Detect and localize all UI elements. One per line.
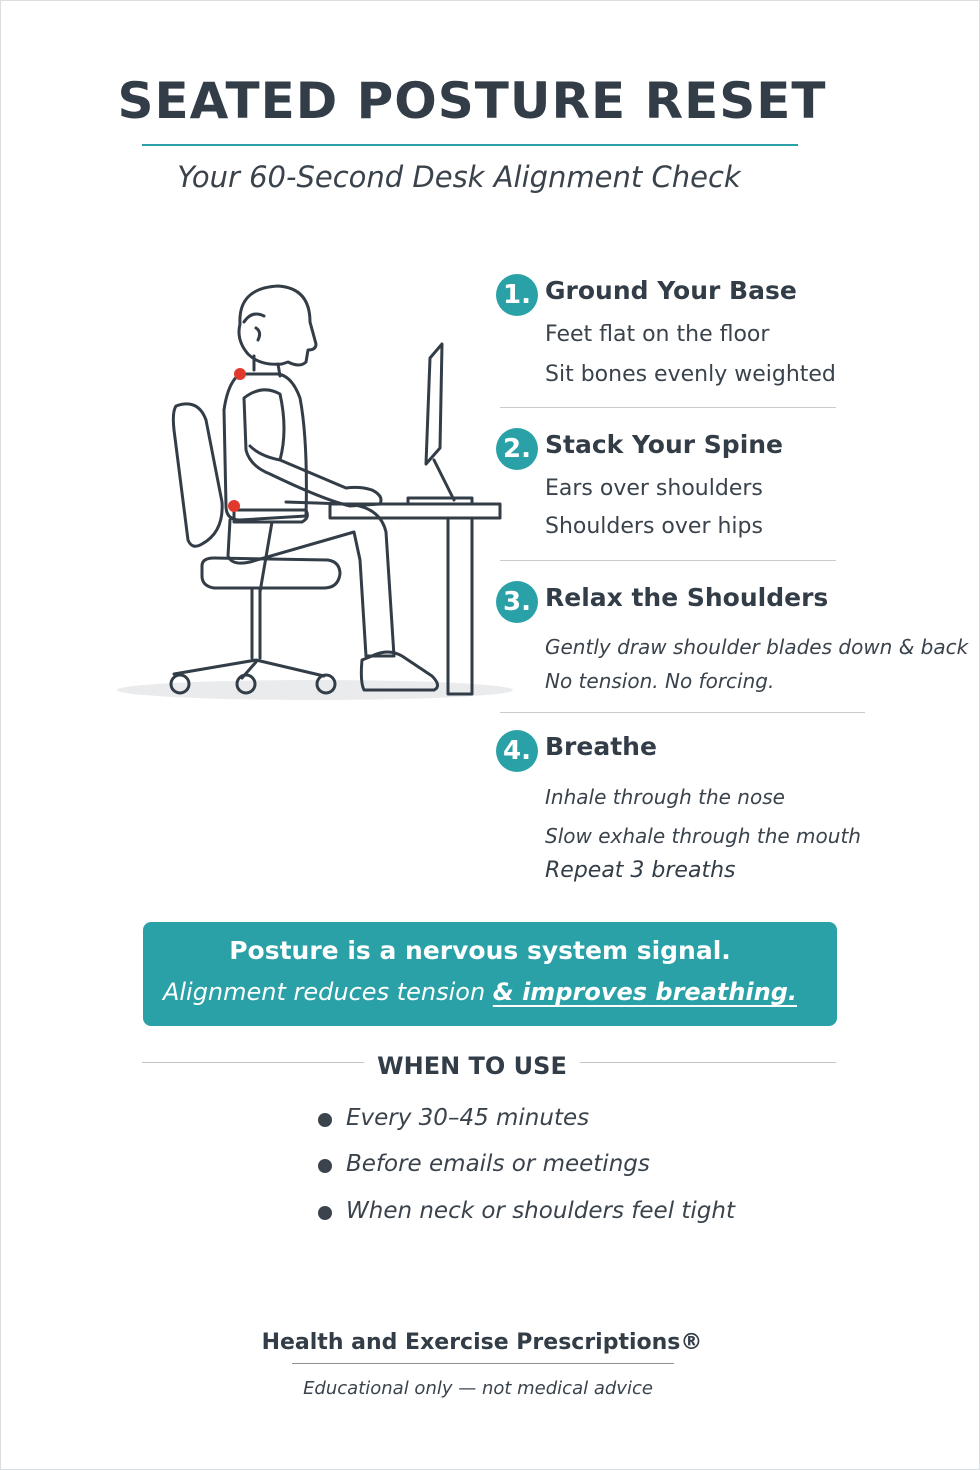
desk-leg	[448, 518, 472, 694]
step-divider	[500, 712, 865, 713]
step-line: Ears over shoulders	[545, 476, 763, 501]
step-number-badge: 1.	[496, 274, 538, 316]
banner-subline	[143, 978, 817, 1006]
list-item-text: When neck or shoulders feel tight	[346, 1198, 736, 1224]
head	[239, 286, 316, 365]
hip-marker	[228, 500, 240, 512]
step-number-badge: 4.	[496, 730, 538, 772]
step-line: No tension. No forcing.	[545, 669, 775, 693]
banner-subline-text: Alignment reduces tension	[162, 978, 486, 1006]
bullet-icon	[318, 1159, 332, 1173]
step-divider	[500, 560, 836, 561]
monitor	[426, 344, 442, 464]
neck-marker	[234, 368, 246, 380]
key-message-banner	[143, 922, 837, 1026]
disclaimer: Educational only — not medical advice	[303, 1378, 653, 1399]
page-subtitle: Your 60-Second Desk Alignment Check	[177, 160, 741, 194]
seated-person-at-desk-icon	[110, 270, 530, 710]
when-to-use-heading: WHEN TO USE	[377, 1052, 567, 1080]
bullet-icon	[318, 1206, 332, 1220]
torso	[224, 374, 306, 520]
step-line: Shoulders over hips	[545, 514, 763, 539]
step-line-emphasis: Repeat 3 breaths	[545, 858, 736, 883]
section-rule-right	[580, 1062, 836, 1063]
bullet-icon	[318, 1113, 332, 1127]
brand-name: Health and Exercise Prescriptions®	[261, 1330, 703, 1355]
step-line: Sit bones evenly weighted	[545, 362, 836, 387]
step-line: Slow exhale through the mouth	[545, 824, 861, 848]
arm	[244, 390, 381, 506]
step-line: Gently draw shoulder blades down & back	[545, 635, 969, 659]
banner-subline-emphasis: & improves breathing.	[492, 978, 798, 1006]
step-title: Relax the Shoulders	[545, 583, 829, 612]
page-title: SEATED POSTURE RESET	[117, 72, 827, 130]
step-title: Ground Your Base	[545, 276, 797, 305]
step-divider	[500, 407, 836, 408]
step-line: Inhale through the nose	[545, 785, 785, 809]
step-number-badge: 3.	[496, 581, 538, 623]
step-line: Feet flat on the floor	[545, 322, 770, 347]
brand-underline	[292, 1363, 674, 1364]
step-title: Stack Your Spine	[545, 430, 784, 459]
chair-seat	[202, 558, 340, 588]
chair-back	[173, 404, 222, 546]
step-title: Breathe	[545, 732, 657, 761]
step-number-badge: 2.	[496, 428, 538, 470]
banner-headline: Posture is a nervous system signal.	[229, 936, 731, 965]
section-rule-left	[142, 1062, 364, 1063]
floor-shadow	[117, 680, 513, 700]
title-underline	[142, 144, 798, 146]
list-item-text: Every 30–45 minutes	[346, 1105, 590, 1131]
list-item-text: Before emails or meetings	[346, 1151, 650, 1177]
